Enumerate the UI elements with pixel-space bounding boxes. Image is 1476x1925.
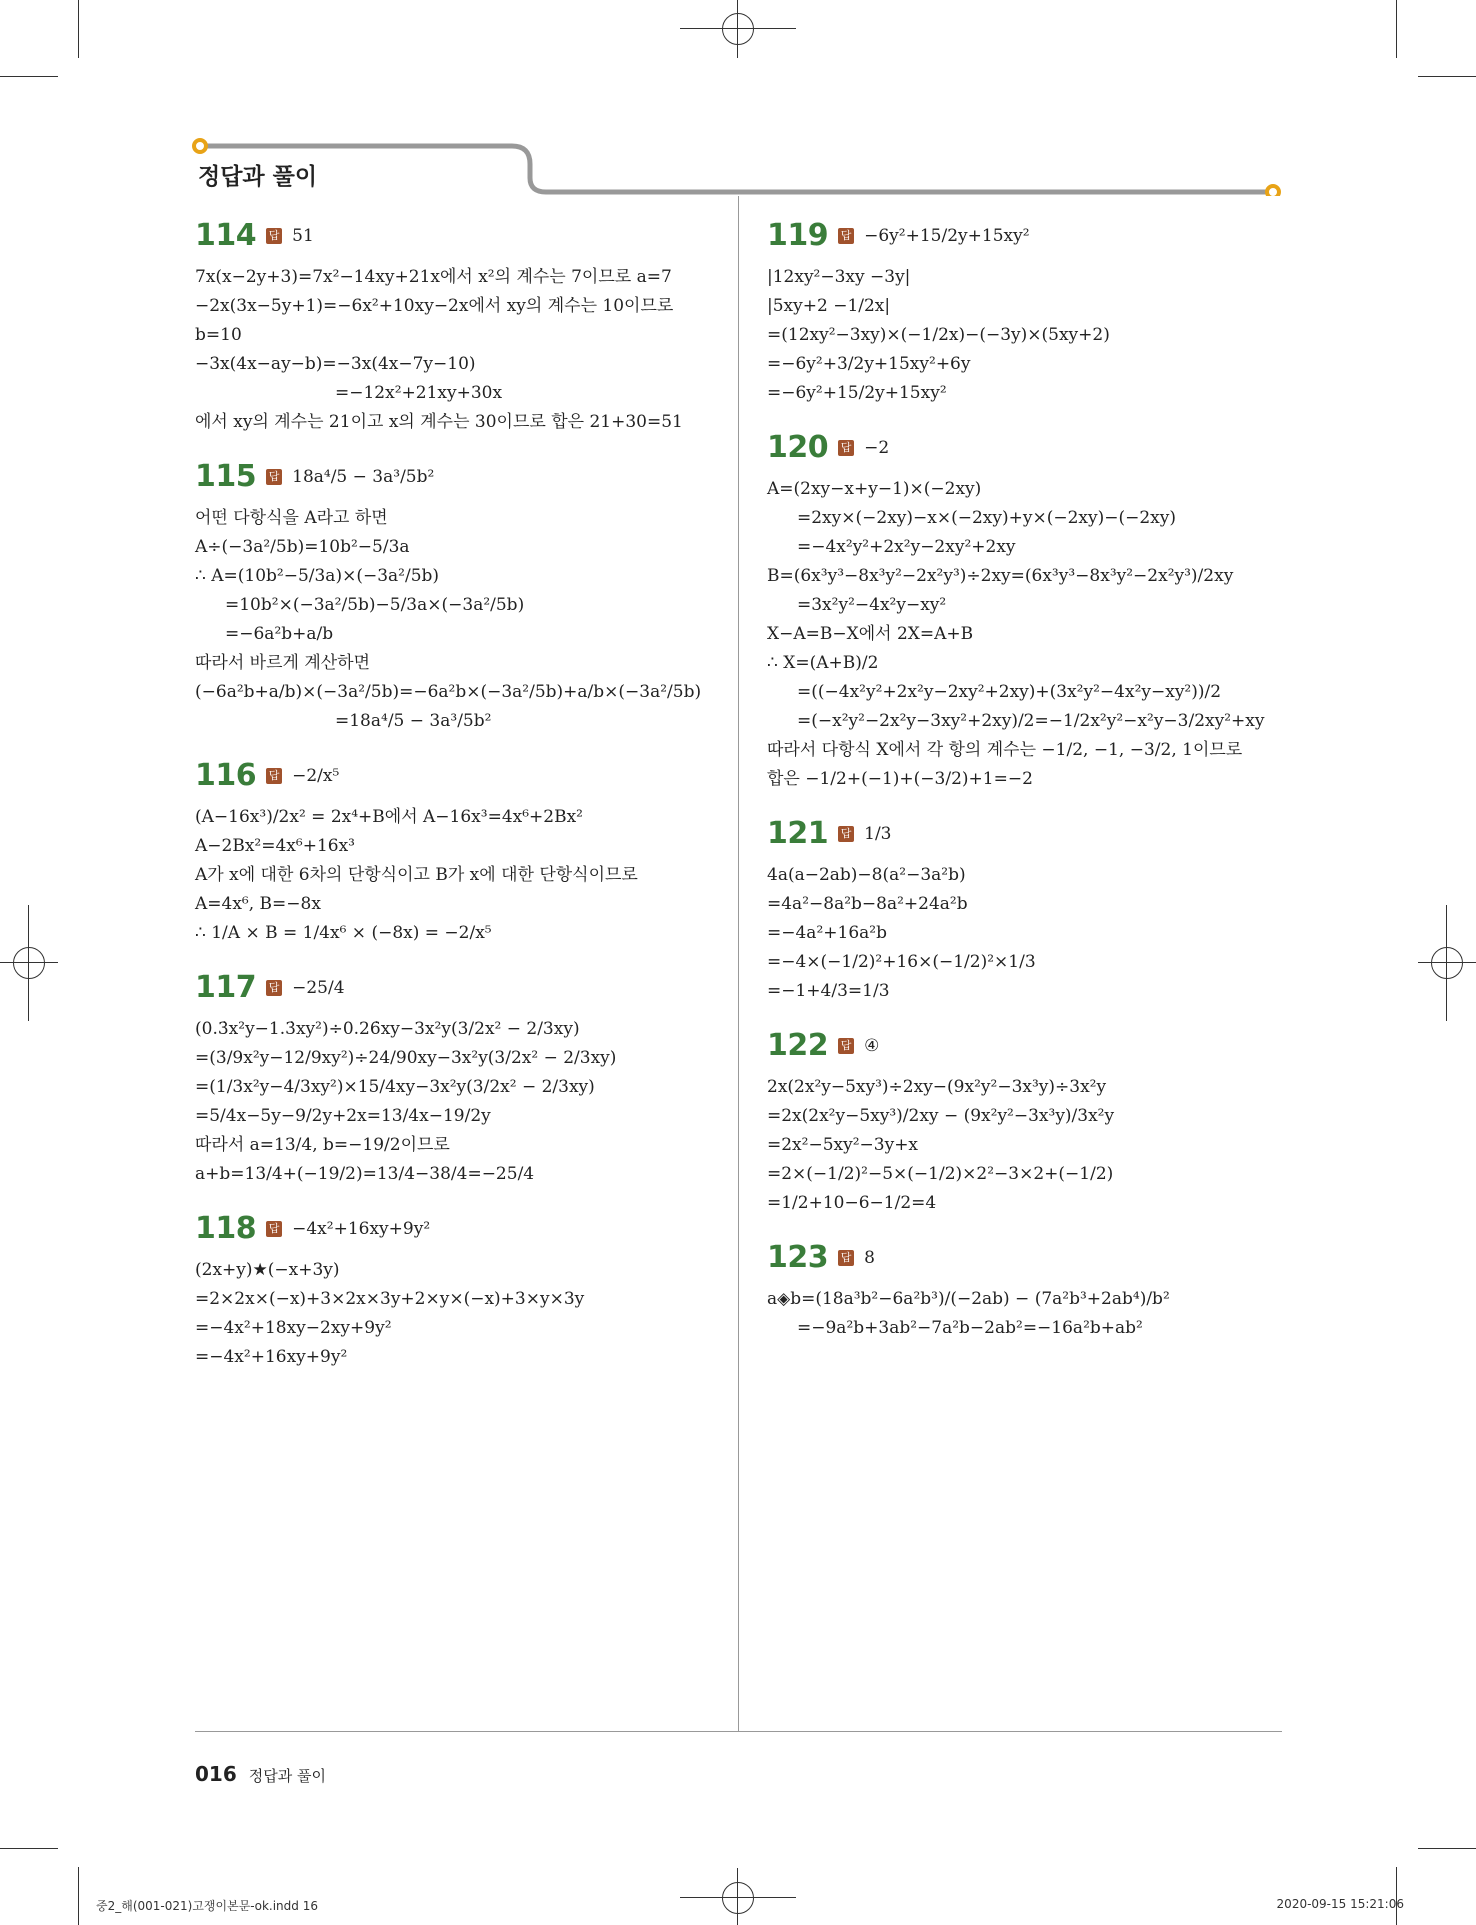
solution-line: =4a²−8a²b−8a²+24a²b [767,894,968,914]
solution-line: =2x²−5xy²−3y+x [767,1135,919,1155]
section-title: 정답과 풀이 [198,164,318,190]
solution-line: −3x(4x−ay−b)=−3x(4x−7y−10) [195,354,476,374]
solution-line: (0.3̇x²y−1.3̇xy²)÷0.26̇xy−3x²y(3/2x² − 2/3xy) [195,1019,580,1039]
problem-115 [195,459,715,736]
registration-mark [722,1882,754,1914]
solution-line: =3x²y²−4x²y−xy² [797,595,947,615]
left-column [195,218,715,1394]
solution-line: 따라서 바르게 계산하면 [195,653,371,673]
answer-badge-icon: 답 [838,1038,854,1054]
problem-answer: 51 [292,225,314,246]
solution-line: −2x(3x−5y+1)=−6x²+10xy−2x에서 xy의 계수는 10이므로 [195,296,674,316]
solution-line: =10b²×(−3a²/5b)−5/3a×(−3a²/5b) [225,595,525,615]
problem-number: 116 [195,758,257,793]
crop-mark [1396,0,1397,58]
registration-line [680,28,796,29]
solution-line: =(3/9x²y−12/9xy²)÷24/90xy−3x²y(3/2x² − 2/3xy) [195,1048,617,1068]
registration-line [737,1868,738,1925]
problem-121 [767,816,1287,1006]
crop-mark [78,1867,79,1925]
answer-badge-icon: 답 [266,1221,282,1237]
solution-line: =(−x²y²−2x²y−3xy²+2xy)/2=−1/2x²y²−x²y−3/2xy²+xy [797,711,1265,731]
solution-line: A=(2xy−x+y−1)×(−2xy) [767,479,982,499]
problem-answer: 18a⁴/5 − 3a³/5b² [292,466,435,487]
registration-line [1418,962,1476,963]
solution-line: A=4x⁶, B=−8x [195,894,321,914]
crop-mark [1418,76,1476,77]
solution-line: =5/4x−5y−9/2y+2x=13/4x−19/2y [195,1106,491,1126]
registration-line [737,0,738,58]
problem-number: 120 [767,430,829,465]
crop-mark [78,0,79,58]
solution-line: =(12xy²−3xy)×(−1/2x)−(−3y)×(5xy+2) [767,325,1110,345]
problem-number: 123 [767,1240,829,1275]
answer-badge-icon: 답 [266,768,282,784]
solution-line: A÷(−3a²/5b)=10b²−5/3a [195,537,410,557]
solution-line: 에서 xy의 계수는 21이고 x의 계수는 30이므로 합은 21+30=51 [195,412,683,432]
solution-line: =1/2+10−6−1/2=4 [767,1193,937,1213]
slug-filename: 중2_해(001-021)고쟁이본문-ok.indd 16 [96,1899,318,1913]
solution-line: =−6y²+15/2y+15xy² [767,383,947,403]
problem-number: 117 [195,970,257,1005]
solution-line: 2x(2x²y−5xy³)÷2xy−(9x²y²−3x³y)÷3x²y [767,1077,1107,1097]
problem-123 [767,1240,1287,1343]
answer-badge-icon: 답 [266,228,282,244]
solution-line: a◈b=(18a³b²−6a²b³)/(−2ab) − (7a²b³+2ab⁴)/b² [767,1289,1170,1309]
solution-line: (A−16x³)/2x² = 2x⁴+B에서 A−16x³=4x⁶+2Bx² [195,807,583,827]
solution-line: =−4×(−1/2)²+16×(−1/2)²×1/3 [767,952,1036,972]
answer-badge-icon: 답 [266,980,282,996]
problem-114 [195,218,715,437]
solution-line: 어떤 다항식을 A라고 하면 [195,508,388,528]
answer-badge-icon: 답 [838,440,854,456]
solution-line: b=10 [195,325,242,345]
registration-mark [722,13,754,45]
solution-line: =−4x²+18xy−2xy+9y² [195,1318,392,1338]
slug-datetime: 2020-09-15 15:21:06 [1276,1897,1404,1911]
solution-line: =−6y²+3/2y+15xy²+6y [767,354,971,374]
solution-line: 4a(a−2ab)−8(a²−3a²b) [767,865,966,885]
solution-line: =2×(−1/2)²−5×(−1/2)×2²−3×2+(−1/2) [767,1164,1114,1184]
solution-line: =18a⁴/5 − 3a³/5b² [335,711,492,731]
solution-line: ∴ 1/A × B = 1/4x⁶ × (−8x) = −2/x⁵ [195,923,492,943]
footer-rule [195,1731,1282,1732]
crop-mark [1418,1848,1476,1849]
problem-answer: 1/3 [864,823,892,844]
solution-line: |12xy²−3xy −3y| [767,267,911,287]
problem-119 [767,218,1287,408]
solution-line: |5xy+2 −1/2x| [767,296,891,316]
solution-line: X−A=B−X에서 2X=A+B [767,624,974,644]
registration-mark [13,947,45,979]
problem-116 [195,758,715,948]
solution-line: 7x(x−2y+3)=7x²−14xy+21x에서 x²의 계수는 7이므로 a=7 [195,267,672,287]
solution-line: =−12x²+21xy+30x [335,383,503,403]
answer-badge-icon: 답 [838,826,854,842]
solution-line: =−9a²b+3ab²−7a²b−2ab²=−16a²b+ab² [797,1318,1143,1338]
problem-answer: −2 [864,437,890,458]
answer-badge-icon: 답 [266,469,282,485]
solution-line: =−4x²y²+2x²y−2xy²+2xy [797,537,1016,557]
registration-line [0,962,58,963]
problem-answer: −6y²+15/2y+15xy² [864,225,1030,246]
problem-number: 121 [767,816,829,851]
problem-number: 118 [195,1211,257,1246]
solution-line: 따라서 a=13/4, b=−19/2이므로 [195,1135,450,1155]
registration-line [28,905,29,1021]
right-column [767,218,1287,1365]
solution-line: =2x(2x²y−5xy³)/2xy − (9x²y²−3x³y)/3x²y [767,1106,1115,1126]
solution-line: A−2Bx²=4x⁶+16x³ [195,836,355,856]
page-footer [195,1762,326,1786]
crop-mark [0,1848,58,1849]
solution-line: =−4a²+16a²b [767,923,887,943]
header-tab-line [190,136,1290,196]
problem-answer: −4x²+16xy+9y² [292,1218,431,1239]
problem-120 [767,430,1287,794]
registration-line [1446,905,1447,1021]
problem-number: 114 [195,218,257,253]
footer-title: 정답과 풀이 [248,1767,326,1785]
solution-line: 따라서 다항식 X에서 각 항의 계수는 −1/2, −1, −3/2, 1이므로 [767,740,1243,760]
problem-117 [195,970,715,1189]
registration-line [680,1897,796,1898]
page-number: 016 [195,1762,237,1786]
solution-line: =2xy×(−2xy)−x×(−2xy)+y×(−2xy)−(−2xy) [797,508,1176,528]
answer-badge-icon: 답 [838,1250,854,1266]
solution-line: (−6a²b+a/b)×(−3a²/5b)=−6a²b×(−3a²/5b)+a/b×(−3a²/5b) [195,682,702,702]
solution-line: =−1+4/3=1/3 [767,981,890,1001]
solution-line: B=(6x³y³−8x³y²−2x²y³)÷2xy=(6x³y³−8x³y²−2x²y³)/2xy [767,566,1234,586]
solution-line: 합은 −1/2+(−1)+(−3/2)+1=−2 [767,769,1033,789]
solution-line: A가 x에 대한 6차의 단항식이고 B가 x에 대한 단항식이므로 [195,865,638,885]
answer-badge-icon: 답 [838,228,854,244]
problem-answer: ④ [864,1035,880,1056]
solution-line: =−6a²b+a/b [225,624,334,644]
column-divider [738,196,739,1731]
solution-line: =−4x²+16xy+9y² [195,1347,348,1367]
registration-mark [1431,947,1463,979]
solution-line: ∴ A=(10b²−5/3a)×(−3a²/5b) [195,566,440,586]
solution-line: ∴ X=(A+B)/2 [767,653,879,673]
solution-line: =((−4x²y²+2x²y−2xy²+2xy)+(3x²y²−4x²y−xy²))/2 [797,682,1222,702]
crop-mark [1396,1867,1397,1925]
problem-answer: 8 [864,1247,875,1268]
crop-mark [0,76,58,77]
problem-answer: −2/x⁵ [292,765,340,786]
problem-118 [195,1211,715,1372]
problem-number: 122 [767,1028,829,1063]
problem-answer: −25/4 [292,977,345,998]
problem-number: 119 [767,218,829,253]
solution-line: =2×2x×(−x)+3×2x×3y+2×y×(−x)+3×y×3y [195,1289,585,1309]
problem-122 [767,1028,1287,1218]
solution-line: a+b=13/4+(−19/2)=13/4−38/4=−25/4 [195,1164,535,1184]
solution-line: =(1/3x²y−4/3xy²)×15/4xy−3x²y(3/2x² − 2/3xy) [195,1077,595,1097]
problem-number: 115 [195,459,257,494]
solution-line: (2x+y)★(−x+3y) [195,1260,340,1280]
